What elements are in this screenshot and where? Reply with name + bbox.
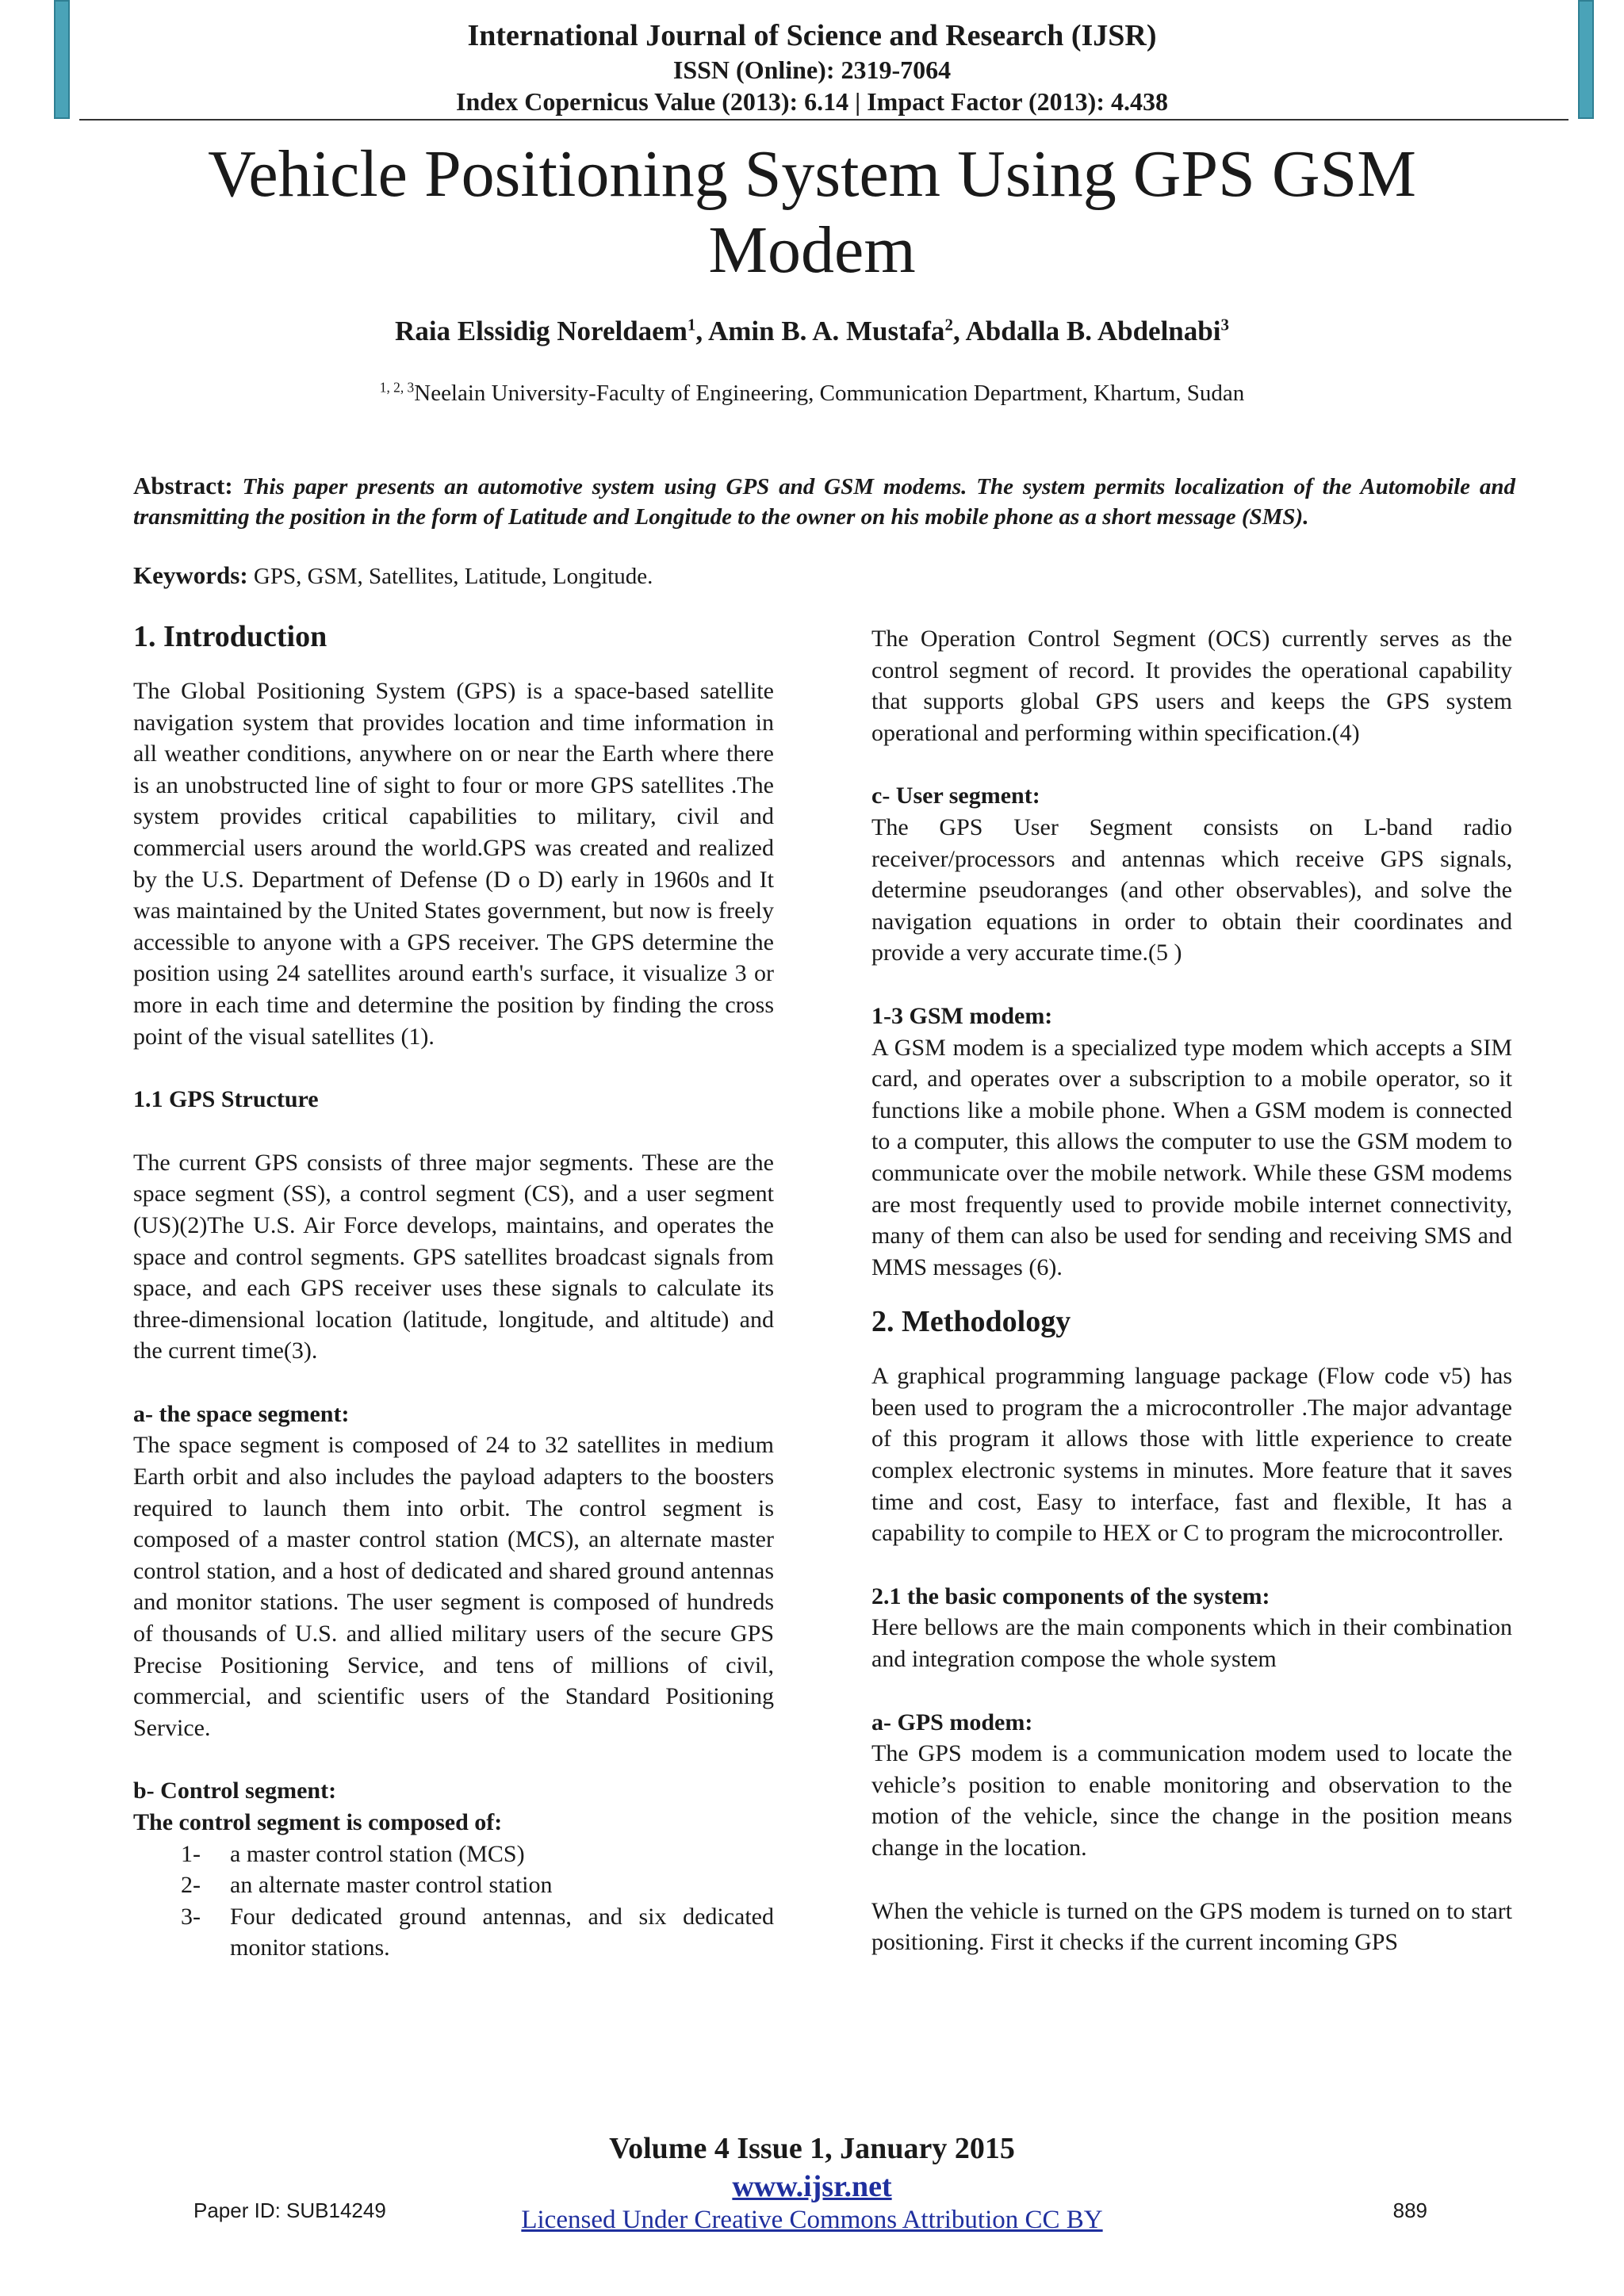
list-item-text: Four dedicated ground antennas, and six dedicated monitor stations. xyxy=(230,1903,774,1961)
journal-name: International Journal of Science and Research (IJSR) xyxy=(467,19,1157,52)
list-item xyxy=(133,1901,774,1964)
control-segment-list xyxy=(133,1839,774,1964)
abstract-text: This paper presents an automotive system using GPS and GSM modems. The system permits localization of the Automobile and transmitting the position in the form of Latitude and Longitude to the owner on his mobile phone as a short message (SMS). xyxy=(133,474,1515,530)
list-item-number: 3- xyxy=(181,1903,201,1930)
section-methodology-heading: 2. Methodology xyxy=(871,1305,1071,1339)
header-rule xyxy=(79,119,1568,121)
abstract xyxy=(133,471,1515,532)
gps-structure-heading: 1.1 GPS Structure xyxy=(133,1086,319,1113)
space-segment-heading: a- the space segment: xyxy=(133,1400,350,1427)
gps-modem-paragraph: The GPS modem is a communication modem used to locate the vehicle’s position to enable monitoring and observation to the motion of the vehicle, since the change in the position means change in the location. xyxy=(871,1740,1512,1861)
author-list xyxy=(0,316,1624,347)
gps-structure-paragraph: The current GPS consists of three major segments. These are the space segment (SS), a control segment (CS), and a user segment (US)(2)The U.S. Air Force develops, maintains, and operates the space and control segments. GPS satellites broadcast signals from space, and each GPS receiver uses these signals to calculate its three-dimensional location (latitude, longitude, and altitude) and the current time(3). xyxy=(133,1149,774,1364)
space-segment-paragraph: The space segment is composed of 24 to 32 satellites in medium Earth orbit and also includes the payload adapters to the boosters required to launch them into orbit. The control segment is composed of a master control station (MCS), an alternate master control station, and a host of dedicated and shared ground antennas and monitor stations. The user segment is composed of hundreds of thousands of U.S. and allied military users of the secure GPS Precise Positioning Service, and tens of millions of civil, commercial, and scientific users of the Standard Positioning Service. xyxy=(133,1432,774,1741)
intro-paragraph: The Global Positioning System (GPS) is a space-based satellite navigation system that provides location and time information in all weather conditions, anywhere on or near the Earth where there is an unobstructed line of sight to four or more GPS satellites .The system provides critical capabilities to military, civil and commercial users around the world.GPS was created and realized by the U.S. Department of Defense (D o D) early in 1960s and It was maintained by the United States government, but now is freely accessible to anyone with a GPS receiver. The GPS determine the position using 24 satellites around earth's surface, it visualize 3 or more in each time and determine the position by finding the cross point of the visual satellites (1). xyxy=(133,678,774,1050)
footer-website-link[interactable]: www.ijsr.net xyxy=(732,2170,892,2203)
keywords-text: GPS, GSM, Satellites, Latitude, Longitude. xyxy=(253,564,653,589)
list-item-text: a master control station (MCS) xyxy=(230,1840,525,1867)
list-item xyxy=(133,1869,774,1901)
footer-license-link[interactable]: Licensed Under Creative Commons Attribution CC BY xyxy=(521,2206,1103,2234)
list-item xyxy=(133,1839,774,1870)
gps-modem-heading: a- GPS modem: xyxy=(871,1709,1033,1735)
affiliation xyxy=(0,381,1624,407)
author-3-sup: 3 xyxy=(1220,315,1229,335)
footer-paper-id: Paper ID: SUB14249 xyxy=(193,2198,386,2222)
footer-page-number: 889 xyxy=(1392,2198,1427,2222)
vehicle-paragraph: When the vehicle is turned on the GPS modem is turned on to start positioning. First it checks if the current incoming GPS xyxy=(871,1897,1512,1956)
author-3: , Abdalla B. Abdelnabi xyxy=(952,316,1221,346)
keywords xyxy=(133,561,1515,590)
gsm-modem-heading: 1-3 GSM modem: xyxy=(871,1002,1053,1029)
user-segment-paragraph: The GPS User Segment consists on L-band radio receiver/processors and antennas which receive GPS signals, determine pseudoranges (and other observables), and solve the navigation equations in order to obtain their coordinates and provide a very accurate time.(5 ) xyxy=(871,813,1512,966)
right-column xyxy=(871,623,1512,1958)
journal-index: Index Copernicus Value (2013): 6.14 | Impact Factor (2013): 4.438 xyxy=(456,87,1168,116)
journal-issn: ISSN (Online): 2319-7064 xyxy=(672,55,952,84)
list-item-number: 1- xyxy=(181,1840,201,1867)
author-1: Raia Elssidig Noreldaem xyxy=(395,316,688,346)
gsm-modem-paragraph: A GSM modem is a specialized type modem which accepts a SIM card, and operates over a subscription to a mobile operator, so it functions like a mobile phone. When a GSM modem is connected to a computer, this allows the computer to use the GSM modem to communicate over the mobile network. While these GSM modems are most frequently used to provide mobile internet connectivity, many of them can also be used for sending and receiving SMS and MMS messages (6). xyxy=(871,1034,1512,1280)
author-1-sup: 1 xyxy=(687,315,696,335)
list-item-text: an alternate master control station xyxy=(230,1872,553,1899)
footer-volume: Volume 4 Issue 1, January 2015 xyxy=(609,2132,1015,2165)
paper-title: Vehicle Positioning System Using GPS GSM Modem xyxy=(208,137,1416,287)
components-heading: 2.1 the basic components of the system: xyxy=(871,1582,1270,1609)
list-item-number: 2- xyxy=(181,1872,201,1899)
abstract-label: Abstract: xyxy=(133,472,233,499)
journal-header xyxy=(0,17,1624,117)
affiliation-sup: 1, 2, 3 xyxy=(379,379,415,396)
control-segment-subheading: The control segment is composed of: xyxy=(133,1809,503,1835)
affiliation-text: Neelain University-Faculty of Engineering, Communication Department, Khartum, Sudan xyxy=(414,381,1245,406)
ocs-paragraph: The Operation Control Segment (OCS) currently serves as the control segment of record. It provides the operational capability that supports global GPS users and keeps the GPS system operational and performing within specification.(4) xyxy=(871,626,1512,746)
section-introduction-heading: 1. Introduction xyxy=(133,620,327,653)
control-segment-heading: b- Control segment: xyxy=(133,1777,337,1804)
methodology-paragraph: A graphical programming language package (Flow code v5) has been used to program the a microcontroller .The major advantage of this program it allows those with little experience to create complex electronic systems in minutes. More feature that it saves time and cost, Easy to interface, fast and flexible, It has a capability to compile to HEX or C to program the microcontroller. xyxy=(871,1363,1512,1547)
components-paragraph: Here bellows are the main components which in their combination and integration compose the whole system xyxy=(871,1614,1512,1673)
author-2-sup: 2 xyxy=(944,315,953,335)
author-2: , Amin B. A. Mustafa xyxy=(695,316,945,346)
left-column xyxy=(133,617,774,1964)
keywords-label: Keywords: xyxy=(133,561,248,589)
user-segment-heading: c- User segment: xyxy=(871,783,1040,809)
